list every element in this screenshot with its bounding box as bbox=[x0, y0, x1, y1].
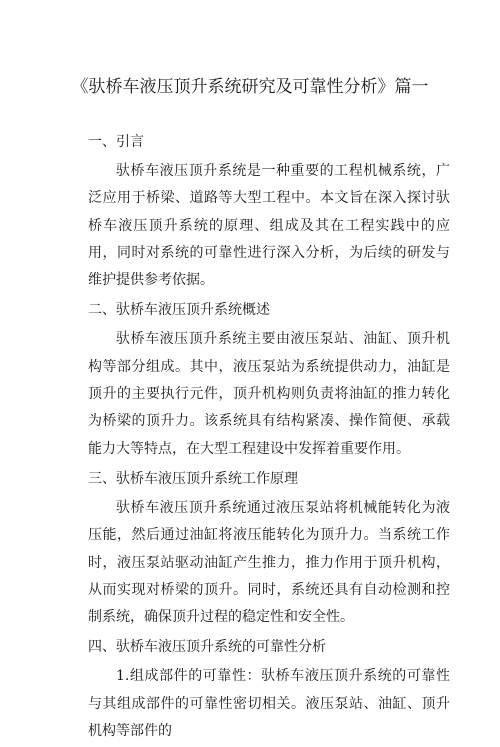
section-heading-introduction: 一、引言 bbox=[88, 134, 144, 150]
section-heading-reliability: 四、驮桥车液压顶升系统的可靠性分析 bbox=[88, 639, 326, 656]
section-paragraph-reliability: 1.组成部件的可靠性：驮桥车液压顶升系统的可靠性与其组成部件的可靠性密切相关。液压泵站、油缸、顶升机构等部件的 bbox=[88, 668, 450, 740]
section-heading-overview: 二、驮桥车液压顶升系统概述 bbox=[88, 302, 270, 319]
section-paragraph-introduction: 驮桥车液压顶升系统是一种重要的工程机械系统，广泛应用于桥梁、道路等大型工程中。本文旨在深入探讨驮桥车液压顶升系统的原理、组成及其在工程实践中的应用，同时对系统的可靠性进行深入分析，为后续的研发与维护提供参考依据。 bbox=[88, 163, 450, 289]
document-title: 《驮桥车液压顶升系统研究及可靠性分析》篇一 bbox=[71, 77, 429, 97]
section-paragraph-overview: 驮桥车液压顶升系统主要由液压泵站、油缸、顶升机构等部分组成。其中，液压泵站为系统提供动力，油缸是顶升的主要执行元件，顶升机构则负责将油缸的推力转化为桥梁的顶升力。该系统具有结构紧凑、操作简便、承载能力大等特点，在大型工程建设中发挥着重要作用。 bbox=[88, 331, 450, 457]
document-body bbox=[88, 128, 450, 747]
section-paragraph-principle: 驮桥车液压顶升系统通过液压泵站将机械能转化为液压能，然后通过油缸将液压能转化为顶升力。当系统工作时，液压泵站驱动油缸产生推力，推力作用于顶升机构，从而实现对桥梁的顶升。同时，系统还具有自动检测和控制系统，确保顶升过程的稳定性和安全性。 bbox=[88, 499, 450, 626]
section-heading-principle: 三、驮桥车液压顶升系统工作原理 bbox=[88, 470, 298, 487]
